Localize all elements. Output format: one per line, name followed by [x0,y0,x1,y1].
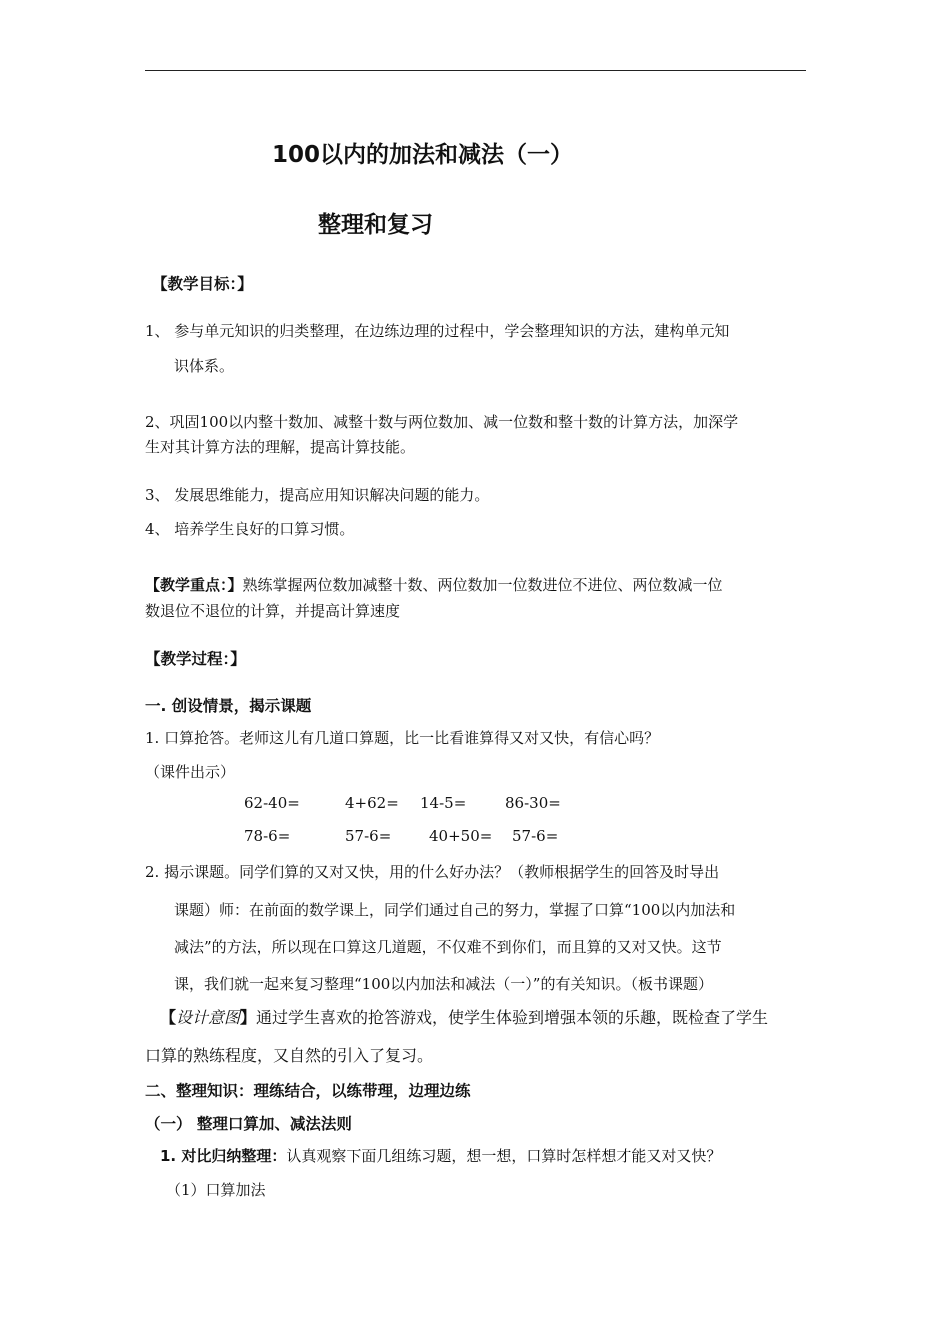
problem-r1-c4: 86-30= [505,794,561,812]
problem-r2-c3: 40+50= [429,827,493,845]
step2-line4: 课，我们就一起来复习整理“100以内加法和减法（一）”的有关知识。（板书课题） [174,975,713,993]
step2-line3: 减法”的方法，所以现在口算这几道题，不仅难不到你们，而且算的又对又快。这节 [174,938,722,956]
objective-2-line1: 2、巩固100以内整十数加、减整十数与两位数加、减一位数和整十数的计算方法，加深学 [145,413,739,431]
design-intent-line2: 口算的熟练程度，又自然的引入了复习。 [145,1046,434,1065]
page-subtitle: 整理和复习 [318,212,433,238]
problem-r2-c1: 78-6= [244,827,291,845]
part1-heading: 一. 创设情景，揭示课题 [145,697,312,715]
compare-text: 认真观察下面几组练习题，想一想，口算时怎样想才能又对又快？ [286,1147,722,1165]
step2-line2: 课题）师：在前面的数学课上，同学们通过自己的努力，掌握了口算“100以内加法和 [174,901,736,919]
problem-r1-c3: 14-5= [420,794,467,812]
problem-r2-c2: 57-6= [345,827,392,845]
sub1-heading: （一） 整理口算加、减法法则 [145,1115,352,1133]
step1-text: 1. 口算抢答。老师这儿有几道口算题，比一比看谁算得又对又快，有信心吗？ [145,729,660,747]
problem-r1-c2: 4+62= [345,794,399,812]
key-points-line1 [145,574,723,595]
courseware-note: （课件出示） [145,763,236,781]
key-points-text: 熟练掌握两位数加减整十数、两位数加一位数进位不进位、两位数减一位 [242,576,723,594]
design-intent-line1: 【设计意图】通过学生喜欢的抢答游戏，使学生体验到增强本领的乐趣，既检查了学生 [160,1008,769,1027]
header-rule [145,70,806,71]
compare-label: 1. 对比归纳整理： [160,1147,287,1165]
objective-1-line1: 1、 参与单元知识的归类整理，在边练边理的过程中，学会整理知识的方法，建构单元知 [145,322,730,340]
key-points-label: 【教学重点：】 [145,576,243,594]
key-points-line2: 数退位不退位的计算，并提高计算速度 [145,602,401,620]
problem-r2-c4: 57-6= [512,827,559,845]
sub-item-addition: （1）口算加法 [166,1181,266,1199]
objective-1-line2: 识体系。 [174,357,235,375]
part2-heading: 二、整理知识：理练结合，以练带理，边理边练 [145,1082,471,1100]
compare-line [160,1145,721,1166]
problem-r1-c1: 62-40= [244,794,300,812]
step2-line1: 2. 揭示课题。同学们算的又对又快，用的什么好办法？（教师根据学生的回答及时导出 [145,863,720,881]
design-intent-text: 通过学生喜欢的抢答游戏，使学生体验到增强本领的乐趣，既检查了学生 [256,1008,769,1027]
design-intent-label: 设计意图 [176,1008,241,1027]
objective-3: 3、 发展思维能力，提高应用知识解决问题的能力。 [145,486,490,504]
process-heading: 【教学过程：】 [145,650,246,668]
objectives-heading: 【教学目标：】 [152,275,253,293]
objective-2-line2: 生对其计算方法的理解，提高计算技能。 [145,438,416,456]
objective-4: 4、 培养学生良好的口算习惯。 [145,520,355,538]
page-title: 100以内的加法和减法（一） [272,142,574,168]
